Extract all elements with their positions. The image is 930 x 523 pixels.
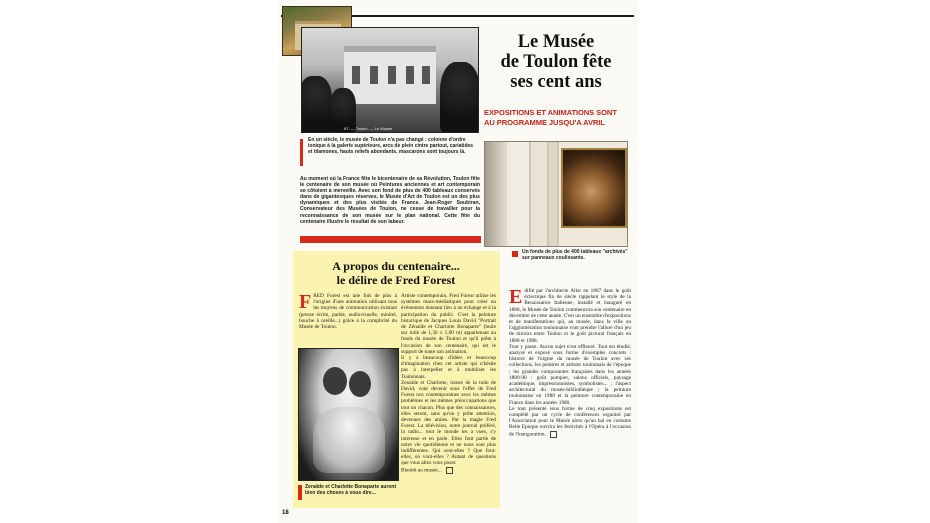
subtitle xyxy=(484,108,634,127)
page-number: 18 xyxy=(282,510,289,516)
column-b xyxy=(401,293,496,474)
gallery-caption xyxy=(522,249,632,261)
accent-bar xyxy=(300,139,303,166)
portrait-photo xyxy=(298,348,399,481)
section-heading-line-2: le délire de Fred Forest xyxy=(336,272,456,287)
column-c-para-2: Tout y passe. Aucun sujet n'est effleuré. Tout est étudié, analysé et exposé sous forme d'exemples concrets : histoire de l'orgine du musée de Toulon avec ses collections, les peintres et artistes toulonnais de l'époque ; les grandes composantes françaises dans les années 1880-90 : goût pompier, salons officiels, paysage académique, impressionnistes, symbolistes... ; l'aspect architectural du musée-bibliothèque ; la peinture toulonnaise en 1988 et la peinture contemporaine en France dans les années 1980. xyxy=(509,343,631,406)
column-c xyxy=(509,288,631,438)
title-line-1: Le Musée xyxy=(517,32,595,52)
column-c-para-3: Le tout présenté sous forme de cinq expositions est complété par un cycle de conférences organisé par l'Association pour le Musée alors qu'un bal en costume Belle Epoque ouvrira les festivités à l'Opéra à l'occasion de l'inauguration. xyxy=(509,405,631,438)
museum-description-text: En un siècle, le musée de Toulon n'a pas changé : colonne d'ordre ionique à la galerie supérieure, arcs de plein cintre partout, cariatides et tilamones, hauts reliefs abondants, mascarons sont toujours là. xyxy=(308,137,474,156)
magazine-page xyxy=(279,0,638,523)
column-a-text: RED Forest est une fois de plus à l'origine d'une animation utilisant tous les moyens de communication existant (presse écrite, parlée, audiovisuelle, minitel, bouche à oreille...) grâce à la complicité du Musée de Toulon. xyxy=(299,293,397,331)
title-line-3: ses cent ans xyxy=(510,72,602,92)
red-banner-bar xyxy=(300,236,481,243)
end-mark-icon xyxy=(446,467,453,474)
museum-photo-caption: 67. — Toulon. — Le Musée xyxy=(344,126,393,131)
gallery-caption-text: Un fonds de plus de 400 tableaux "archivés" sur panneaux coulissants. xyxy=(522,249,628,262)
section-heading-line-1: A propos du centenaire... xyxy=(332,259,460,273)
museum-description xyxy=(300,137,478,170)
subtitle-line-2: AU PROGRAMME JUSQU'A AVRIL xyxy=(484,117,605,127)
column-b-para-3: Zenaïde et Charlotte, issues de la toile de David, vont devenir sous l'effet de Fred Forest nos contemporaines avec les mêmes problèmes et les mêmes préoccupations que tout un chacun. Plus que des connaissances, elles seront, sans qu'on y prête attention, devenues des amies. Par la magie Fred Forest. La télévision, notre journal préféré, la radio... tout le monde les a vues, s'y intéresse et en parle. Elles font partie de notre vie quotidienne et ne nous sont plus indifférentes. Qui sont-elles ? Que font-elles, où vont-elles ? Autant de questions que vous allez vous poser. xyxy=(401,379,496,467)
column-c-para-1: difié par l'architecte Allar en 1887 dans le goût éclectique fin de siècle rappelant le style de la Renaissance Italienne, installé et inauguré en 1888, le Musée de Toulon commencera son centenaire en décembre de cette année. C'est un ensemble d'expositions et de manifestations qui, au musée, dans la ville ou l'agglomération toulonnaise vont prendre l'allure d'un jeu de miroirs entre Toulon et le goût pictural français en 1888 et 1988. xyxy=(509,288,631,344)
page-title xyxy=(479,32,633,92)
column-a xyxy=(299,293,397,330)
subtitle-line-1: EXPOSITIONS ET ANIMATIONS SONT xyxy=(484,108,617,117)
caption-marker xyxy=(298,485,302,500)
drop-cap-f: F xyxy=(299,291,312,313)
portrait-caption xyxy=(298,484,397,496)
intro-paragraph: Au moment où la France fête le bicentenaire de sa Révolution, Toulon fête le centenaire de son musée où Peintures anciennes et art contemporain se côtoient à merveille. Avec son fond de plus de 400 tableaux conservés dans de gigantesques réserves, le Musée d'Art de Toulon est un des plus dynamiques et des plus visités de France. Jean-Roger Soubiran, Conservateur des Musées de Toulon, ne cesse de travailler pour la reconnaissance de son musée sur le plan national. Cette fête du centenaire illustre le résultat de son labeur. xyxy=(300,176,480,225)
portrait-caption-text: Zenaïde et Charlotte Bonaparte auront bien des choses à vous dire... xyxy=(305,484,397,496)
column-b-closing: Bientôt au musée... xyxy=(401,467,442,474)
caption-marker xyxy=(512,251,518,257)
gallery-photo xyxy=(484,141,628,247)
title-line-2: de Toulon fête xyxy=(500,52,612,72)
end-mark-icon xyxy=(550,431,557,438)
section-heading xyxy=(297,260,495,287)
museum-photo xyxy=(301,27,479,133)
drop-cap-e: E xyxy=(509,286,523,308)
figure-head xyxy=(323,367,347,395)
painting xyxy=(561,148,627,228)
figure-head xyxy=(349,371,371,397)
column-b-para-1: Artiste contemporain, Fred Forest utilise les systèmes mass-médiatiques pour créer un événement donnant lieu à un échange et à la participation du public. C'est la peinture historique de Jacques Louis David "Portrait de Zénaïde et Charlotte Bonaparte" (huile sur toile de 1,30 x 1,00 m) appartenant au fonds du musée de Toulon et qu'il prête à l'occasion de son centenaire, qui est le support de toute son animation. xyxy=(401,293,496,355)
figure-dress xyxy=(313,407,385,473)
column-b-para-2: Il y a beaucoup d'idées et beaucoup d'imagination chez cet artiste qui n'hésite pas à interpeller et à mobiliser les Toulonnais. xyxy=(401,355,496,380)
